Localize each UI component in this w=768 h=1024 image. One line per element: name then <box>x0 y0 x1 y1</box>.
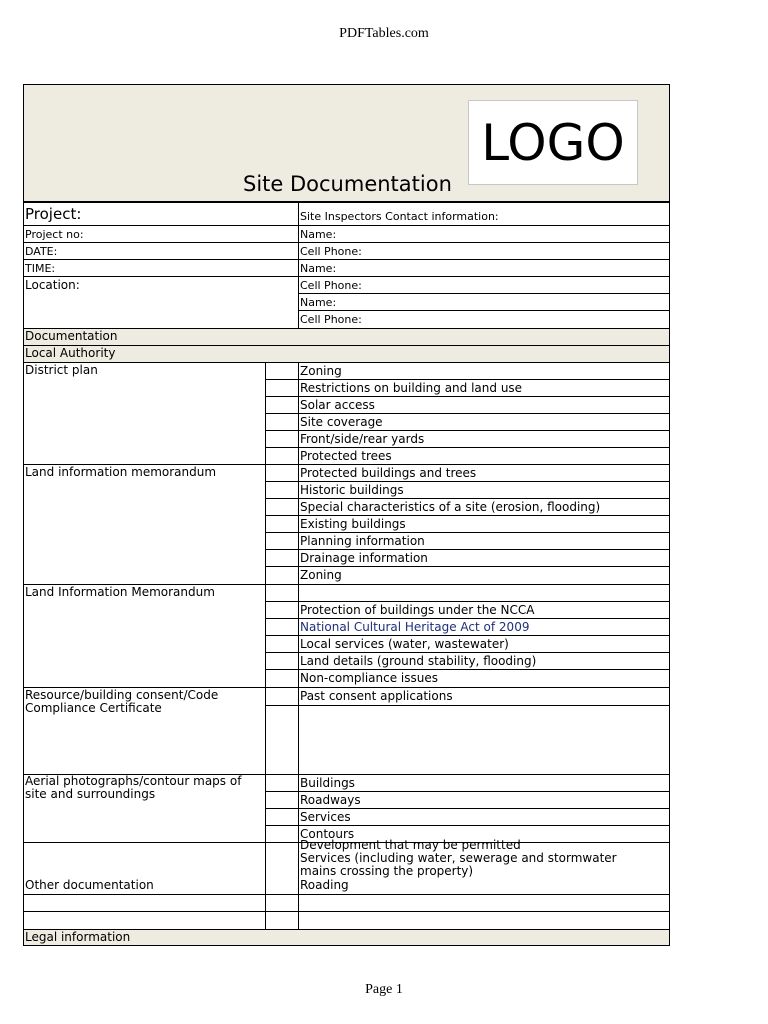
page-footer: Page 1 <box>365 982 403 997</box>
table-rule <box>265 447 670 448</box>
cell-phone-label: Cell Phone: <box>300 313 362 326</box>
section-legal: Legal information <box>25 930 131 944</box>
time-label: TIME: <box>25 262 56 275</box>
checklist-item: Land details (ground stability, flooding) <box>300 654 537 668</box>
table-rule <box>265 825 670 826</box>
cell-phone-label: Cell Phone: <box>300 245 362 258</box>
table-rule <box>23 276 670 277</box>
section-row-bg <box>24 328 669 345</box>
checklist-item: Historic buildings <box>300 483 404 497</box>
table-rule <box>265 808 670 809</box>
checklist-item: Special characteristics of a site (erosion, flooding) <box>300 500 601 514</box>
checklist-item: Protected buildings and trees <box>300 466 477 480</box>
checklist-item: Buildings <box>300 776 355 790</box>
group-label-aerial: Aerial photographs/contour maps of site and surroundings <box>25 774 242 801</box>
table-rule <box>23 202 670 203</box>
table-rule <box>265 618 670 619</box>
table-rule <box>265 413 670 414</box>
table-rule <box>265 515 670 516</box>
checklist-item: Local services (water, wastewater) <box>300 637 509 651</box>
table-rule <box>298 310 670 311</box>
other-doc-line: mains crossing the property) <box>300 864 474 878</box>
table-rule <box>265 532 670 533</box>
table-rule <box>23 225 670 226</box>
checklist-item: Protection of buildings under the NCCA <box>300 603 535 617</box>
table-rule <box>265 396 670 397</box>
section-row-bg <box>24 345 669 362</box>
checklist-item: Contours <box>300 827 355 841</box>
table-rule <box>298 293 670 294</box>
contact-heading: Site Inspectors Contact information: <box>300 210 499 223</box>
table-rule <box>298 202 299 328</box>
group-label-district-plan: District plan <box>25 363 98 377</box>
other-doc-line: Roading <box>300 878 349 892</box>
checklist-item: Solar access <box>300 398 375 412</box>
location-label: Location: <box>25 278 80 292</box>
inspector-name-label: Name: <box>300 296 337 309</box>
table-rule <box>23 345 670 346</box>
table-rule <box>265 481 670 482</box>
table-rule <box>23 362 670 363</box>
checklist-item: Existing buildings <box>300 517 406 531</box>
group-label-other: Other documentation <box>25 878 154 892</box>
table-rule <box>265 498 670 499</box>
checklist-item: Zoning <box>300 568 342 582</box>
checklist-item: Drainage information <box>300 551 428 565</box>
table-rule <box>23 242 670 243</box>
date-label: DATE: <box>25 245 58 258</box>
table-rule <box>265 430 670 431</box>
checklist-item: Zoning <box>300 364 342 378</box>
table-rule <box>265 652 670 653</box>
table-rule <box>265 549 670 550</box>
checklist-item: Services <box>300 810 351 824</box>
other-doc-line: Services (including water, sewerage and stormwater <box>300 851 617 865</box>
checklist-item: Restrictions on building and land use <box>300 381 523 395</box>
table-rule <box>265 669 670 670</box>
checklist-item: Site coverage <box>300 415 383 429</box>
table-rule <box>265 635 670 636</box>
checklist-item: Non-compliance issues <box>300 671 438 685</box>
cell-phone-label: Cell Phone: <box>300 279 362 292</box>
group-label-lim: Land Information Memorandum <box>25 585 215 599</box>
logo-placeholder: LOGO <box>468 100 638 185</box>
table-rule <box>265 379 670 380</box>
table-rule <box>23 328 670 329</box>
checklist-item: Planning information <box>300 534 425 548</box>
page-header: PDFTables.com <box>339 26 429 41</box>
section-documentation: Documentation <box>25 329 118 343</box>
checklist-item: Past consent applications <box>300 689 453 703</box>
table-rule <box>23 259 670 260</box>
checklist-item: Roadways <box>300 793 361 807</box>
table-rule <box>23 894 670 895</box>
other-doc-line: Development that may be permitted <box>300 838 521 852</box>
table-rule <box>23 911 670 912</box>
project-label: Project: <box>25 205 82 223</box>
section-local-authority: Local Authority <box>25 346 116 360</box>
checklist-item: Protected trees <box>300 449 392 463</box>
inspector-name-label: Name: <box>300 228 337 241</box>
table-rule <box>265 601 670 602</box>
group-label-lim: Land information memorandum <box>25 465 217 479</box>
checklist-item: Front/side/rear yards <box>300 432 425 446</box>
project-no-label: Project no: <box>25 228 84 241</box>
inspector-name-label: Name: <box>300 262 337 275</box>
table-rule <box>265 791 670 792</box>
document-title: Site Documentation <box>243 172 452 196</box>
checklist-item-link[interactable]: National Cultural Heritage Act of 2009 <box>300 620 530 634</box>
group-label-consent: Resource/building consent/Code Compliance Certificate <box>25 688 219 715</box>
table-rule <box>265 566 670 567</box>
table-rule <box>265 705 670 706</box>
